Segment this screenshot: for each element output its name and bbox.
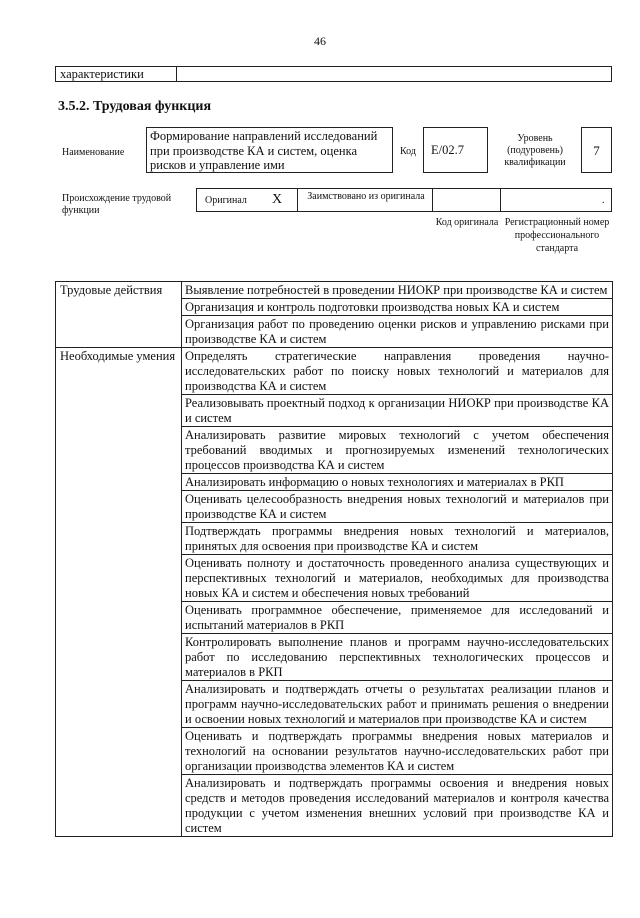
table-row	[56, 299, 613, 316]
origin-label: Происхождение трудовой функции	[62, 193, 172, 216]
category-cell-empty	[56, 775, 182, 837]
name-value: Формирование направлений исследований при производстве КА и систем, оценка рисков и управление ими	[150, 129, 378, 172]
list-item: Определять стратегические направления проведения научно-исследовательских работ по поиску новых технологий и материалов для производства КА и систем	[182, 348, 613, 395]
category-label: Необходимые умения	[56, 348, 182, 395]
list-item: Выявление потребностей в проведении НИОКР при производстве КА и систем	[182, 282, 613, 299]
code-value-box	[423, 127, 488, 173]
table-row	[56, 474, 613, 491]
category-label: Трудовые действия	[56, 282, 182, 299]
top-row-label: характеристики	[60, 67, 144, 81]
name-value-box	[146, 127, 393, 173]
category-cell-empty	[56, 728, 182, 775]
origin-table: Оригинал X Заимствовано из оригинала .	[196, 188, 612, 212]
list-item: Реализовывать проектный подход к организации НИОКР при производстве КА и систем	[182, 395, 613, 427]
name-label: Наименование	[62, 147, 125, 158]
list-item: Контролировать выполнение планов и программ научно-исследовательских работ по исследованию перспективных технологических процессов и материалов в РКП	[182, 634, 613, 681]
top-continuation-row	[55, 66, 612, 82]
table-row	[56, 282, 613, 299]
table-row	[56, 316, 613, 348]
table-row	[56, 427, 613, 474]
list-item: Подтверждать программы внедрения новых технологий и материалов, принятых для освоения при производстве КА и систем	[182, 523, 613, 555]
original-mark: X	[272, 192, 283, 207]
borrowed-label: Заимствовано из оригинала	[307, 191, 425, 202]
category-cell-empty	[56, 555, 182, 602]
table-row	[56, 523, 613, 555]
level-value-box	[581, 127, 612, 173]
page-number: 46	[314, 34, 326, 48]
table-row	[56, 681, 613, 728]
table-row	[56, 348, 613, 395]
category-cell-empty	[56, 299, 182, 316]
reg-caption: Регистрационный номер профессионального стандарта	[504, 217, 610, 254]
table-row	[56, 395, 613, 427]
section-title: 3.5.2. Трудовая функция	[58, 99, 212, 114]
table-row	[56, 634, 613, 681]
code-label: Код	[400, 146, 416, 157]
category-cell-empty	[56, 634, 182, 681]
list-item: Анализировать информацию о новых технологиях и материалах в РКП	[182, 474, 613, 491]
list-item: Анализировать и подтверждать программы освоения и внедрения новых средств и методов проведения исследований материалов и контроля качества продукции с учетом изменения внешних условий при производстве КА и систем	[182, 775, 613, 837]
category-cell-empty	[56, 316, 182, 348]
table-row	[56, 555, 613, 602]
category-cell-empty	[56, 681, 182, 728]
table-row	[56, 728, 613, 775]
category-cell-empty	[56, 395, 182, 427]
original-label: Оригинал	[205, 195, 247, 206]
code-value: E/02.7	[431, 143, 464, 157]
table-row	[56, 602, 613, 634]
list-item: Оценивать полноту и достаточность проведенного анализа существующих и перспективных технологий и материалов, необходимых для производства новых КА и систем и обеспечения новых требований	[182, 555, 613, 602]
table-row	[56, 775, 613, 837]
labor-function-table	[55, 281, 613, 837]
list-item: Анализировать и подтверждать отчеты о результатах реализации планов и программ научно-исследовательских работ и принимать решения о внедрении и освоении новых технологий и материалов при производстве КА и систем	[182, 681, 613, 728]
table-row	[56, 491, 613, 523]
category-cell-empty	[56, 602, 182, 634]
list-item: Анализировать развитие мировых технологий с учетом обеспечения требований вводимых и прогнозируемых изменений технологических процессов производства КА и систем	[182, 427, 613, 474]
code-caption: Код оригинала	[435, 217, 499, 228]
list-item: Организация и контроль подготовки производства новых КА и систем	[182, 299, 613, 316]
list-item: Оценивать целесообразность внедрения новых технологий и материалов при производстве КА и систем	[182, 491, 613, 523]
list-item: Оценивать и подтверждать программы внедрения новых материалов и технологий на основании результатов научно-исследовательских работ при организации производства элементов КА и систем	[182, 728, 613, 775]
level-label: Уровень (подуровень) квалификации	[504, 133, 566, 168]
category-cell-empty	[56, 523, 182, 555]
level-value: 7	[593, 143, 600, 158]
list-item: Оценивать программное обеспечение, применяемое для исследований и испытаний материалов в РКП	[182, 602, 613, 634]
category-cell-empty	[56, 474, 182, 491]
category-cell-empty	[56, 427, 182, 474]
category-cell-empty	[56, 491, 182, 523]
list-item: Организация работ по проведению оценки рисков и управлению рисками при производстве КА и систем	[182, 316, 613, 348]
